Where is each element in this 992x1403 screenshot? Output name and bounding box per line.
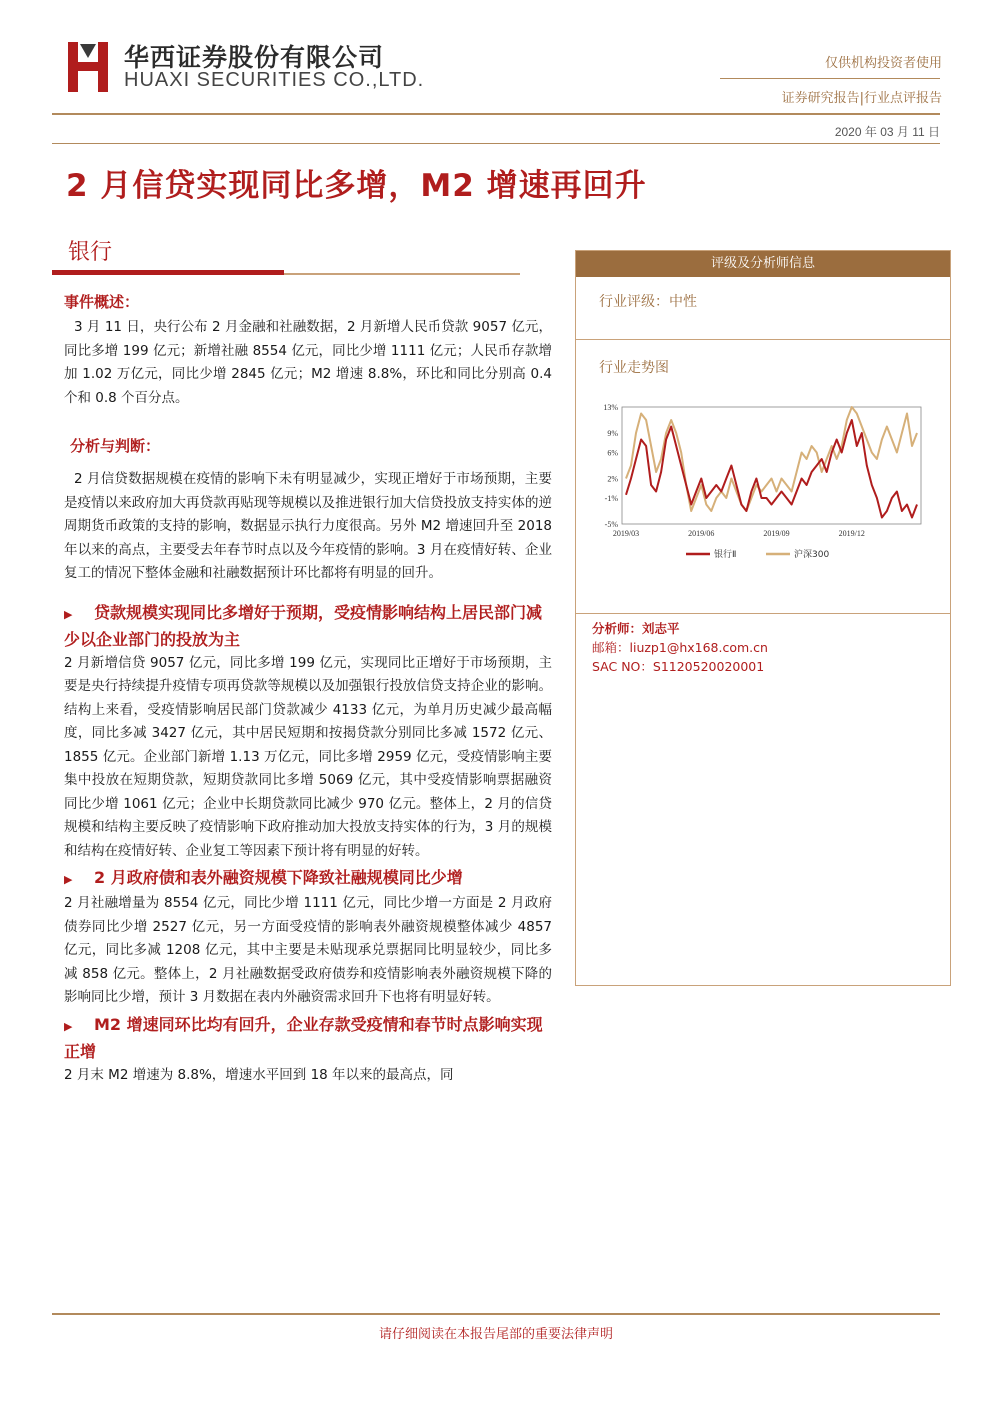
subsection-text-tsf: 2 月社融增量为 8554 亿元，同比少增 1111 亿元，同比少增一方面是 2 月政府债券同比少增 2527 亿元，另一方面受疫情的影响表外融资规模整体减少 4857 亿元，同比多减 1208 亿元，其中主要是未贴现承兑票据同比明显较少，同比多减 858 亿元。整体上，2 月社融数据受政府债券和疫情影响表外融资规模下降的影响同比少增，预计 3 月数据在表内外融资需求回升下也将有明显好转。 [64,895,552,1005]
date-divider [52,143,940,144]
analyst-email: 邮箱：liuzp1@hx168.com.cn [592,640,768,655]
report-type: 证券研究报告|行业点评报告 [781,91,942,106]
arrow-icon: ▶ [64,873,73,886]
x-tick-label: 2019/06 [688,529,715,538]
legend-label: 银行Ⅱ [714,550,737,560]
panel-header: 评级及分析师信息 [576,251,950,277]
section-text-event: 3 月 11 日，央行公布 2 月金融和社融数据，2 月新增人民币贷款 9057 亿元，同比多增 199 亿元；新增社融 8554 亿元，同比少增 1111 亿元；人民币存款增加 1.02 万亿元，同比少增 2845 亿元；M2 增速 8.8%，环比和同比分别高 0.4 个和 0.8 个百分点。 [64,319,552,406]
industry-bar [52,270,284,275]
y-tick-label: 2% [607,474,618,484]
series-line-bank [626,420,917,518]
audience-note: 仅供机构投资者使用 [824,56,942,71]
y-tick-label: 6% [607,448,618,458]
section-text-analysis: 2 月信贷数据规模在疫情的影响下未有明显减少，实现正增好于市场预期，主要是疫情以来政府加大再贷款再贴现等规模以及推进银行加大信贷投放支持实体的逆周期货币政策的支持的影响，数据显示执行力度很高。另外 M2 增速回升至 2018 年以来的高点，主要受去年春节时点以及今年疫情的影响。3 月在疫情好转、企业复工的情况下整体金融和社融数据预计环比都将有明显的回升。 [64,471,552,581]
main-content [64,292,552,1087]
x-tick-label: 2019/03 [612,529,640,538]
legend-label: 沪深300 [794,550,830,560]
analyst-name: 分析师：刘志平 [592,621,680,636]
section-heading-event: 事件概述： [64,293,140,311]
y-tick-label: -1% [604,494,618,503]
panel-divider-analyst [576,613,950,614]
x-tick-label: 2019/09 [763,529,790,538]
plot-frame [622,407,921,524]
trend-label: 行业走势图 [599,360,669,376]
subsection-text-m2: 2 月末 M2 增速为 8.8%，增速水平回到 18 年以来的最高点，同 [64,1066,454,1083]
company-logo-mark [66,38,110,94]
arrow-icon: ▶ [64,607,73,621]
subsection-text-loans: 2 月新增信贷 9057 亿元，同比多增 199 亿元，实现同比正增好于市场预期，主要是央行持续提升疫情专项再贷款等规模以及加强银行投放信贷支持企业的影响。结构上来看，受疫情影响居民部门贷款减少 4133 亿元，为单月历史减少最高幅度，同比多减 3427 亿元，其中居民短期和按揭贷款分别同比多减 1572 亿元、1855 亿元。企业部门新增 1.13 万亿元，同比多增 2959 亿元，受疫情影响主要集中投放在短期贷款，短期贷款同比多增 5069 亿元，其中受疫情影响票据融资同比少增 1061 亿元；企业中长期贷款同比减少 970 亿元。整体上，2 月的信贷规模和结构主要反映了疫情影响下政府推动加大投放支持实体的行为，3 月的规模和结构在疫情好转、企业复工等因素下预计将有明显的好转。 [64,654,552,859]
report-date: 2020 年 03 月 11 日 [834,125,940,139]
y-tick-label: 9% [607,429,618,438]
company-name-en: HUAXI SECURITIES CO.,LTD. [124,69,425,91]
report-title: 2 月信贷实现同比多增，M2 增速再回升 [66,168,647,204]
x-tick-label: 2019/12 [838,529,865,538]
footer-divider [52,1313,940,1315]
analyst-sac: SAC NO：S1120520020001 [592,659,765,674]
company-name-cn: 华西证券股份有限公司 [124,43,385,72]
industry-bar-light [284,273,520,275]
subsection-heading-tsf: ▶ 2 月政府债和表外融资规模下降致社融规模同比少增 [64,865,552,892]
y-tick-label: 13% [603,403,618,412]
industry-trend-chart [586,391,936,586]
subsection-heading-loans: ▶ 贷款规模实现同比多增好于预期，受疫情影响结构上居民部门减少以企业部门的投放为主 [64,602,543,649]
section-heading-analysis: 分析与判断： [70,437,161,455]
industry-label: 银行 [68,240,113,265]
y-tick-label: -5% [604,520,618,529]
rating-analyst-panel [575,250,951,986]
series-line-csi300 [626,407,917,511]
legal-notice: 请仔细阅读在本报告尾部的重要法律声明 [378,1327,613,1342]
arrow-icon: ▶ [64,1019,73,1033]
header-divider-short [720,78,940,79]
header-divider [52,113,940,115]
panel-divider [576,339,950,340]
subsection-heading-m2: ▶ M2 增速同环比均有回升，企业存款受疫情和春节时点影响实现正增 [64,1014,543,1061]
industry-rating: 行业评级：中性 [599,294,697,310]
